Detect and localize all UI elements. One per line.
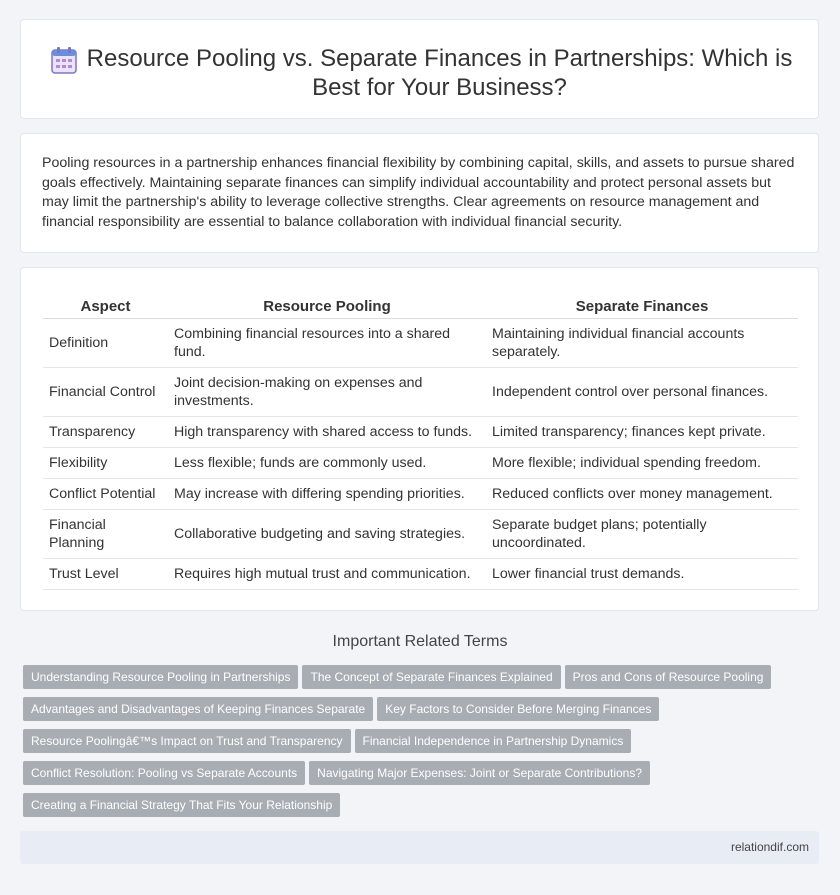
table-row — [43, 510, 798, 559]
header-resource-pooling: Resource Pooling — [168, 295, 486, 319]
table-header-row — [43, 295, 798, 319]
cell-aspect: Trust Level — [43, 559, 168, 590]
table-row — [43, 559, 798, 590]
cell-pooling: Requires high mutual trust and communication. — [168, 559, 486, 590]
related-term-tag[interactable]: Financial Independence in Partnership Dynamics — [355, 729, 632, 753]
related-term-tag[interactable]: Pros and Cons of Resource Pooling — [565, 665, 772, 689]
related-term-tag[interactable]: Key Factors to Consider Before Merging Finances — [377, 697, 659, 721]
cell-aspect: Transparency — [43, 417, 168, 448]
comparison-table — [43, 295, 798, 590]
cell-pooling: High transparency with shared access to funds. — [168, 417, 486, 448]
cell-separate: Separate budget plans; potentially uncoordinated. — [486, 510, 798, 559]
cell-separate: More flexible; individual spending freedom. — [486, 448, 798, 479]
cell-separate: Reduced conflicts over money management. — [486, 479, 798, 510]
related-term-tag[interactable]: The Concept of Separate Finances Explained — [302, 665, 560, 689]
cell-aspect: Flexibility — [43, 448, 168, 479]
table-row — [43, 448, 798, 479]
cell-pooling: Joint decision-making on expenses and investments. — [168, 368, 486, 417]
header-card — [20, 19, 819, 119]
header-aspect: Aspect — [43, 295, 168, 319]
table-row — [43, 417, 798, 448]
cell-pooling: Combining financial resources into a shared fund. — [168, 319, 486, 368]
related-term-tag[interactable]: Understanding Resource Pooling in Partnerships — [23, 665, 298, 689]
cell-aspect: Conflict Potential — [43, 479, 168, 510]
cell-pooling: May increase with differing spending priorities. — [168, 479, 486, 510]
cell-separate: Maintaining individual financial accounts separately. — [486, 319, 798, 368]
table-row — [43, 479, 798, 510]
footer — [20, 831, 819, 864]
related-term-tag[interactable]: Conflict Resolution: Pooling vs Separate Accounts — [23, 761, 305, 785]
cell-aspect: Definition — [43, 319, 168, 368]
related-term-tag[interactable]: Creating a Financial Strategy That Fits Your Relationship — [23, 793, 340, 817]
intro-paragraph: Pooling resources in a partnership enhances financial flexibility by combining capital, skills, and assets to pursue shared goals effectively. Maintaining separate finances can simplify individual accountability and protect personal assets but may limit the partnership's ability to leverage collective strengths. Clear agreements on resource management and financial responsibility are essential to balance collaboration with individual financial security. — [42, 155, 795, 230]
cell-pooling: Collaborative budgeting and saving strategies. — [168, 510, 486, 559]
cell-separate: Independent control over personal finances. — [486, 368, 798, 417]
page-title: Resource Pooling vs. Separate Finances in Partnerships: Which is Best for Your Business? — [86, 45, 793, 101]
cell-separate: Limited transparency; finances kept private. — [486, 417, 798, 448]
related-term-tag[interactable]: Resource Poolingâ€™s Impact on Trust and Transparency — [23, 729, 351, 753]
comparison-card — [20, 267, 819, 611]
cell-aspect: Financial Control — [43, 368, 168, 417]
related-term-tag[interactable]: Navigating Major Expenses: Joint or Separate Contributions? — [309, 761, 650, 785]
cell-aspect: Financial Planning — [43, 510, 168, 559]
related-terms-title: Important Related Terms — [332, 633, 508, 650]
cell-separate: Lower financial trust demands. — [486, 559, 798, 590]
intro-card — [20, 133, 819, 253]
cell-pooling: Less flexible; funds are commonly used. — [168, 448, 486, 479]
related-term-tag[interactable]: Advantages and Disadvantages of Keeping Finances Separate — [23, 697, 373, 721]
table-row — [43, 368, 798, 417]
table-row — [43, 319, 798, 368]
footer-site-link[interactable]: relationdif.com — [730, 840, 809, 854]
header-separate-finances: Separate Finances — [486, 295, 798, 319]
